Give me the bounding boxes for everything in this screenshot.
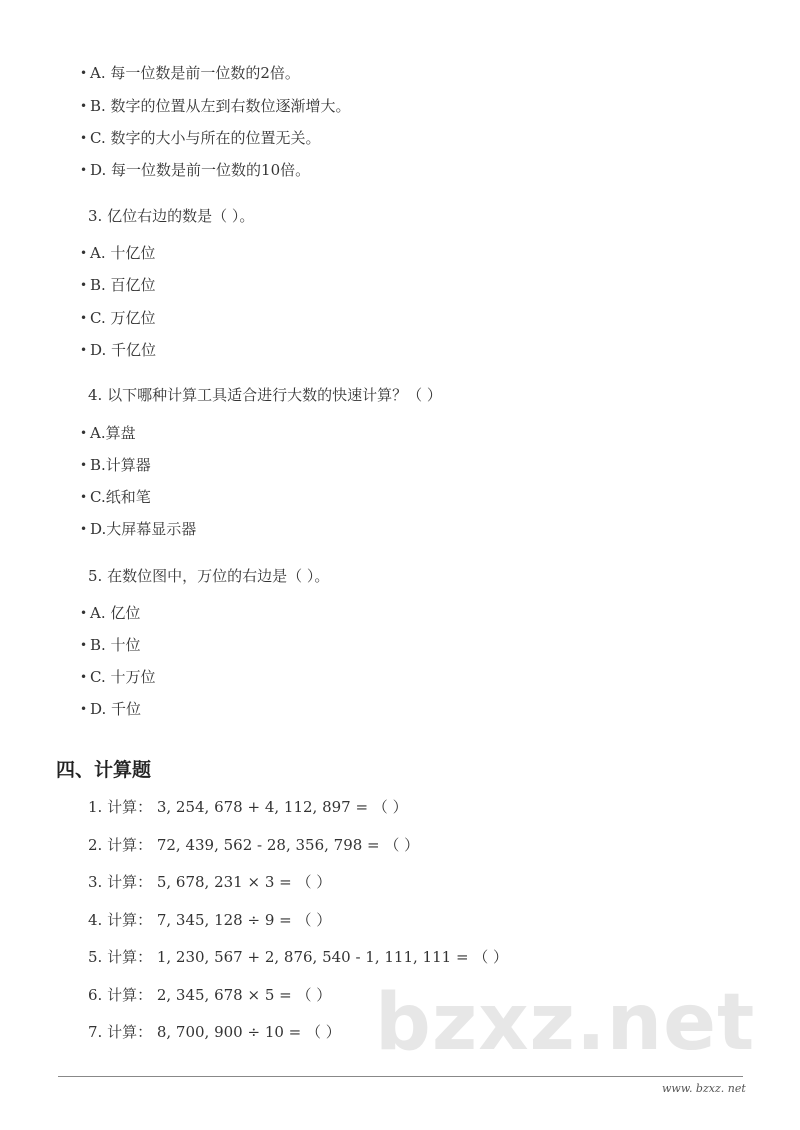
calc-item-3: 3. 计算： 5, 678, 231 × 3 = （ ） (88, 873, 332, 891)
bullet: • (80, 246, 88, 260)
option-q5-b (80, 635, 141, 655)
bullet: • (80, 343, 88, 357)
bullet: • (80, 606, 88, 620)
option-text: A. 每一位数是前一位数的2倍。 (90, 64, 300, 82)
option-q3-b (80, 275, 156, 295)
option-q3-c (80, 308, 155, 328)
calc-item-5: 5. 计算： 1, 230, 567 + 2, 876, 540 - 1, 111, 111 = （ ） (88, 948, 509, 966)
bullet: • (80, 131, 88, 145)
option-q5-c (80, 667, 155, 687)
option-text: B.计算器 (90, 456, 151, 474)
option-q4-b (80, 455, 151, 475)
bullet: • (80, 638, 88, 652)
bullet: • (80, 426, 88, 440)
option-text: D. 千位 (90, 700, 142, 718)
option-q4-c (80, 487, 151, 507)
section-heading: 四、计算题 (56, 759, 152, 781)
question-5: 5. 在数位图中，万位的右边是（ ）。 (88, 567, 330, 585)
calc-item-7: 7. 计算： 8, 700, 900 ÷ 10 = （ ） (88, 1023, 341, 1041)
bullet: • (80, 670, 88, 684)
bullet: • (80, 66, 88, 80)
option-text: A. 十亿位 (90, 244, 156, 262)
option-q3-a (80, 243, 155, 263)
option-text: C. 数字的大小与所在的位置无关。 (90, 129, 321, 147)
bullet: • (80, 522, 88, 536)
bullet: • (80, 702, 88, 716)
option-q2-a (80, 63, 300, 83)
option-q2-b (80, 96, 351, 116)
option-text: D. 千亿位 (90, 341, 157, 359)
bullet: • (80, 458, 88, 472)
question-3: 3. 亿位右边的数是（ ）。 (88, 207, 255, 225)
option-q2-c (80, 128, 320, 148)
option-text: C.纸和笔 (90, 488, 151, 506)
option-q3-d (80, 340, 156, 360)
option-text: B. 百亿位 (90, 276, 156, 294)
calc-item-6: 6. 计算： 2, 345, 678 × 5 = （ ） (88, 986, 332, 1004)
option-text: A.算盘 (90, 424, 136, 442)
bullet: • (80, 311, 88, 325)
option-q4-a (80, 423, 136, 443)
bullet: • (80, 278, 88, 292)
option-q2-d (80, 160, 310, 180)
option-text: B. 数字的位置从左到右数位逐渐增大。 (90, 97, 351, 115)
option-text: D.大屏幕显示器 (90, 520, 197, 538)
bullet: • (80, 490, 88, 504)
option-q5-d (80, 699, 141, 719)
watermark: bzxz.net (375, 978, 756, 1068)
footer-divider (58, 1076, 743, 1077)
option-text: C. 十万位 (90, 668, 156, 686)
option-text: C. 万亿位 (90, 309, 156, 327)
option-text: D. 每一位数是前一位数的10倍。 (90, 161, 311, 179)
bullet: • (80, 163, 88, 177)
bullet: • (80, 99, 88, 113)
calc-item-4: 4. 计算： 7, 345, 128 ÷ 9 = （ ） (88, 911, 332, 929)
option-q5-a (80, 603, 140, 623)
option-text: B. 十位 (90, 636, 141, 654)
calc-item-1: 1. 计算： 3, 254, 678 + 4, 112, 897 = （ ） (88, 798, 408, 816)
question-4: 4. 以下哪种计算工具适合进行大数的快速计算？（ ） (88, 386, 442, 404)
footer-url: www. bzxz. net (662, 1082, 746, 1095)
option-q4-d (80, 519, 196, 539)
calc-item-2: 2. 计算： 72, 439, 562 - 28, 356, 798 = （ ） (88, 836, 420, 854)
option-text: A. 亿位 (90, 604, 141, 622)
